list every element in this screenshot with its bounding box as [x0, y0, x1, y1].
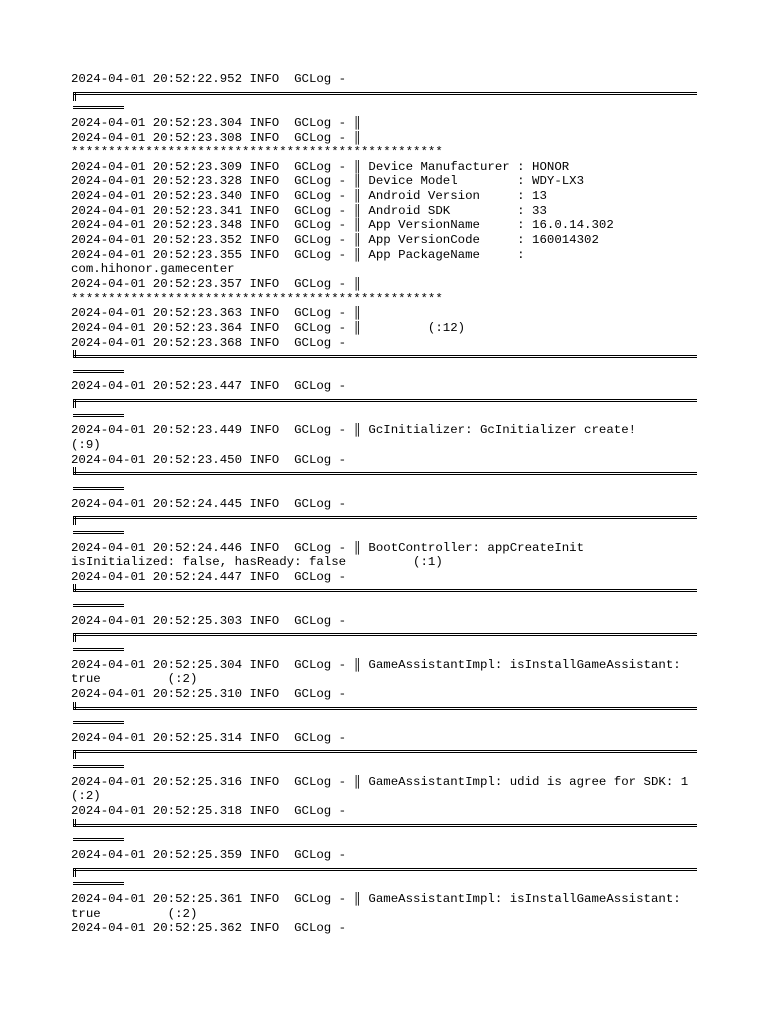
log-line-wrap: true (:2) — [71, 906, 198, 921]
box-border-wrap — [71, 526, 131, 541]
box-bottom-border — [71, 819, 697, 834]
log-line: 2024-04-01 20:52:23.357 INFO GCLog - ║ — [71, 276, 361, 291]
log-line: 2024-04-01 20:52:23.340 INFO GCLog - ║ Android Version : 13 — [71, 189, 547, 204]
log-line-wrap: com.hihonor.gamecenter — [71, 262, 235, 277]
box-bottom-border — [71, 584, 697, 599]
box-border-wrap — [71, 101, 131, 116]
box-top-border — [71, 511, 697, 526]
log-line: 2024-04-01 20:52:25.304 INFO GCLog - ║ GameAssistantImpl: isInstallGameAssistant: — [71, 657, 681, 672]
box-border-wrap — [71, 643, 131, 658]
box-bottom-border — [71, 467, 697, 482]
log-line-wrap: (:9) — [71, 438, 101, 453]
log-document — [0, 72, 768, 936]
log-line: 2024-04-01 20:52:23.447 INFO GCLog - — [71, 379, 354, 394]
log-line: 2024-04-01 20:52:23.364 INFO GCLog - ║ (:12) — [71, 320, 466, 335]
box-top-border — [71, 628, 697, 643]
log-line: 2024-04-01 20:52:23.328 INFO GCLog - ║ Device Model : WDY-LX3 — [71, 174, 585, 189]
log-line: 2024-04-01 20:52:25.361 INFO GCLog - ║ GameAssistantImpl: isInstallGameAssistant: — [71, 891, 681, 906]
log-line: 2024-04-01 20:52:25.303 INFO GCLog - — [71, 613, 354, 628]
log-line: 2024-04-01 20:52:25.318 INFO GCLog - — [71, 804, 354, 819]
log-line: 2024-04-01 20:52:23.449 INFO GCLog - ║ GcInitializer: GcInitializer create! — [71, 423, 637, 438]
log-line: 2024-04-01 20:52:23.363 INFO GCLog - ║ — [71, 306, 361, 321]
log-line: 2024-04-01 20:52:23.450 INFO GCLog - — [71, 452, 354, 467]
box-bottom-border — [71, 350, 697, 365]
log-line: 2024-04-01 20:52:25.314 INFO GCLog - — [71, 730, 354, 745]
box-top-border — [71, 863, 697, 878]
separator-line: ************************************************** — [71, 291, 443, 306]
box-top-border — [71, 745, 697, 760]
box-border-wrap — [71, 760, 131, 775]
box-top-border — [71, 394, 697, 409]
box-border-wrap — [71, 482, 131, 497]
log-line: 2024-04-01 20:52:25.316 INFO GCLog - ║ GameAssistantImpl: udid is agree for SDK: 1 — [71, 774, 689, 789]
log-line: 2024-04-01 20:52:24.447 INFO GCLog - — [71, 569, 354, 584]
log-line: 2024-04-01 20:52:24.446 INFO GCLog - ║ BootController: appCreateInit — [71, 540, 585, 555]
box-top-border — [71, 87, 697, 102]
log-line: 2024-04-01 20:52:23.341 INFO GCLog - ║ Android SDK : 33 — [71, 203, 547, 218]
separator-line: ************************************************** — [71, 145, 443, 160]
box-bottom-border — [71, 702, 697, 717]
log-line: 2024-04-01 20:52:23.368 INFO GCLog - — [71, 335, 354, 350]
box-border-wrap — [71, 833, 131, 848]
log-line-wrap: isInitialized: false, hasReady: false (:1) — [71, 555, 443, 570]
box-border-wrap — [71, 716, 131, 731]
log-line: 2024-04-01 20:52:23.309 INFO GCLog - ║ Device Manufacturer : HONOR — [71, 159, 570, 174]
box-border-wrap — [71, 599, 131, 614]
log-line-wrap: (:2) — [71, 789, 101, 804]
log-line: 2024-04-01 20:52:25.362 INFO GCLog - — [71, 921, 354, 936]
box-border-wrap — [71, 409, 131, 424]
log-line: 2024-04-01 20:52:23.352 INFO GCLog - ║ App VersionCode : 160014302 — [71, 233, 599, 248]
box-border-wrap — [71, 877, 131, 892]
log-line: 2024-04-01 20:52:23.348 INFO GCLog - ║ App VersionName : 16.0.14.302 — [71, 218, 614, 233]
log-line-wrap: true (:2) — [71, 672, 198, 687]
log-line: 2024-04-01 20:52:22.952 INFO GCLog - — [71, 72, 354, 86]
box-border-wrap — [71, 365, 131, 380]
log-line: 2024-04-01 20:52:23.355 INFO GCLog - ║ App PackageName : — [71, 247, 525, 262]
log-line: 2024-04-01 20:52:23.308 INFO GCLog - ║ — [71, 130, 361, 145]
log-line: 2024-04-01 20:52:23.304 INFO GCLog - ║ — [71, 115, 361, 130]
log-line: 2024-04-01 20:52:25.310 INFO GCLog - — [71, 686, 354, 701]
log-line: 2024-04-01 20:52:25.359 INFO GCLog - — [71, 847, 354, 862]
log-line: 2024-04-01 20:52:24.445 INFO GCLog - — [71, 496, 354, 511]
